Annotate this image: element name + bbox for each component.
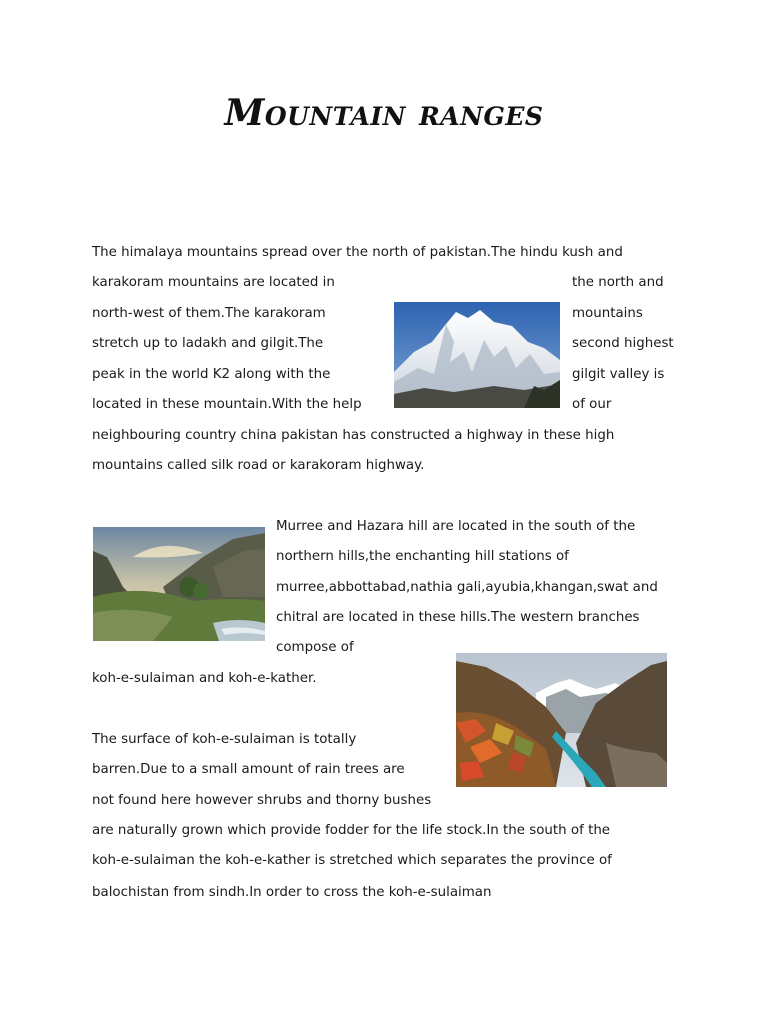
p2-line-5: compose of — [276, 640, 354, 655]
p1-line-6a: located in these mountain.With the help — [92, 397, 362, 412]
p1-line-4a: stretch up to ladakh and gilgit.The — [92, 336, 324, 351]
p1-line-3a: north-west of them.The karakoram — [92, 306, 326, 321]
p2-line-6: koh-e-sulaiman and koh-e-kather. — [92, 671, 317, 686]
p2-line-4: chitral are located in these hills.The western branches — [276, 610, 640, 625]
autumn-valley-photo — [456, 653, 667, 787]
green-hills-photo — [93, 527, 265, 641]
p1-line-6b: of our — [572, 397, 612, 412]
p1-line-1: The himalaya mountains spread over the north of pakistan.The hindu kush and — [92, 245, 623, 260]
p3-line-4: are naturally grown which provide fodder for the life stock.In the south of the — [92, 823, 611, 838]
p3-line-6: balochistan from sindh.In order to cross the koh-e-sulaiman — [92, 885, 492, 900]
p2-line-2: northern hills,the enchanting hill stations of — [276, 549, 569, 564]
p1-line-7: neighbouring country china pakistan has constructed a highway in these high — [92, 428, 615, 443]
page-title: Mountain ranges — [224, 92, 544, 134]
p1-line-3b: mountains — [572, 306, 643, 321]
p1-line-8: mountains called silk road or karakoram highway. — [92, 458, 425, 473]
p1-line-5a: peak in the world K2 along with the — [92, 367, 331, 382]
p1-line-5b: gilgit valley is — [572, 367, 665, 382]
p2-line-3: murree,abbottabad,nathia gali,ayubia,khangan,swat and — [276, 580, 658, 595]
p3-line-5: koh-e-sulaiman the koh-e-kather is stretched which separates the province of — [92, 853, 612, 868]
p3-line-2: barren.Due to a small amount of rain trees are — [92, 762, 405, 777]
p1-line-4b: second highest — [572, 336, 674, 351]
p3-line-1: The surface of koh-e-sulaiman is totally — [92, 732, 357, 747]
p1-line-2b: the north and — [572, 275, 664, 290]
p1-line-2a: karakoram mountains are located in — [92, 275, 335, 290]
p3-line-3: not found here however shrubs and thorny bushes — [92, 793, 432, 808]
snowy-mountain-photo — [394, 302, 560, 408]
p2-line-1: Murree and Hazara hill are located in the south of the — [276, 519, 636, 534]
